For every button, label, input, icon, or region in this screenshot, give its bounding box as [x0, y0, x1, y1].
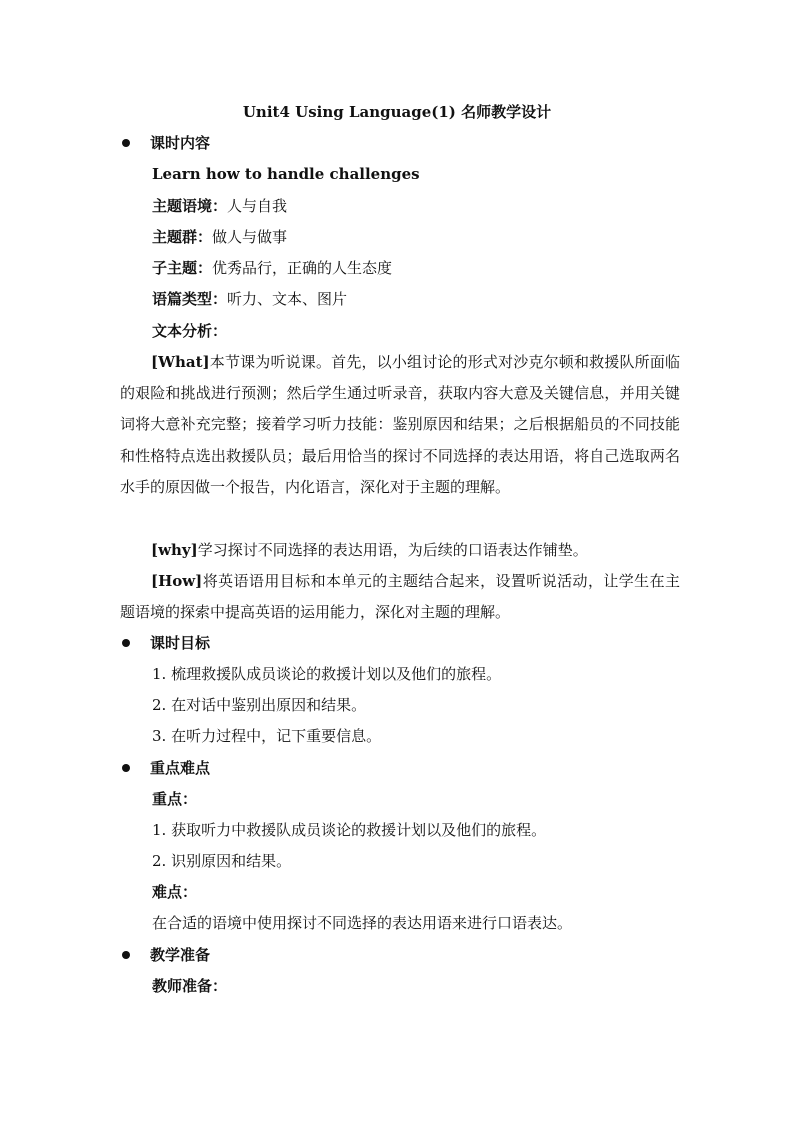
- field-value: 做人与做事: [212, 228, 288, 246]
- section-heading-content: 课时内容: [150, 134, 211, 152]
- paragraph-what: [120, 347, 680, 503]
- difficulty-text: 在合适的语境中使用探讨不同选择的表达用语来进行口语表达。: [152, 914, 573, 932]
- field-subtheme: [152, 257, 392, 279]
- field-label: 语篇类型：: [152, 290, 228, 308]
- section-heading-objectives: 课时目标: [150, 634, 211, 652]
- paragraph-text: 将英语语用目标和本单元的主题结合起来，设置听说活动，让学生在主题语境的探索中提高英语的运用能力，深化对主题的理解。: [120, 572, 680, 622]
- teacher-preparation-label: 教师准备：: [152, 977, 228, 995]
- bullet-icon: [122, 764, 130, 772]
- field-label: 主题语境：: [152, 197, 228, 215]
- field-theme-context: [152, 195, 287, 217]
- objective-item: 1. 梳理救援队成员谈论的救援计划以及他们的旅程。: [152, 665, 502, 683]
- paragraph-tag: [What]: [151, 353, 210, 371]
- field-theme-group: [152, 226, 287, 248]
- key-item: 2. 识别原因和结果。: [152, 852, 292, 870]
- paragraph-how: [120, 566, 680, 628]
- objective-item: 3. 在听力过程中，记下重要信息。: [152, 727, 382, 745]
- field-value: 优秀品行，正确的人生态度: [212, 259, 393, 277]
- bullet-icon: [122, 139, 130, 147]
- difficulty-label: 难点：: [152, 883, 198, 901]
- bullet-icon: [122, 951, 130, 959]
- field-label: 主题群：: [152, 228, 213, 246]
- objective-item: 2. 在对话中鉴别出原因和结果。: [152, 696, 367, 714]
- paragraph-text: 本节课为听说课。首先，以小组讨论的形式对沙克尔顿和救援队所面临的艰险和挑战进行预测；然后学生通过听录音，获取内容大意及关键信息，并用关键词将大意补充完整；接着学习听力技能：鉴别原因和结果；之后根据船员的不同技能和性格特点选出救援队员；最后用恰当的探讨不同选择的表达用语，将自己选取两名水手的原因做一个报告，内化语言，深化对于主题的理解。: [120, 353, 680, 496]
- field-text-type: [152, 288, 347, 310]
- text-analysis-label: 文本分析：: [152, 322, 228, 340]
- lesson-topic: Learn how to handle challenges: [152, 165, 420, 183]
- paragraph-tag: [How]: [151, 572, 203, 590]
- paragraph-text: 学习探讨不同选择的表达用语，为后续的口语表达作铺垫。: [197, 541, 588, 559]
- field-value: 听力、文本、图片: [227, 290, 348, 308]
- page-title: Unit4 Using Language(1) 名师教学设计: [242, 103, 552, 121]
- key-label: 重点：: [152, 790, 198, 808]
- field-value: 人与自我: [227, 197, 288, 215]
- key-item: 1. 获取听力中救援队成员谈论的救援计划以及他们的旅程。: [152, 821, 547, 839]
- bullet-icon: [122, 639, 130, 647]
- field-label: 子主题：: [152, 259, 213, 277]
- paragraph-tag: [why]: [151, 541, 198, 559]
- paragraph-why: [120, 535, 680, 566]
- section-heading-key-points: 重点难点: [150, 759, 211, 777]
- section-heading-preparation: 教学准备: [150, 946, 211, 964]
